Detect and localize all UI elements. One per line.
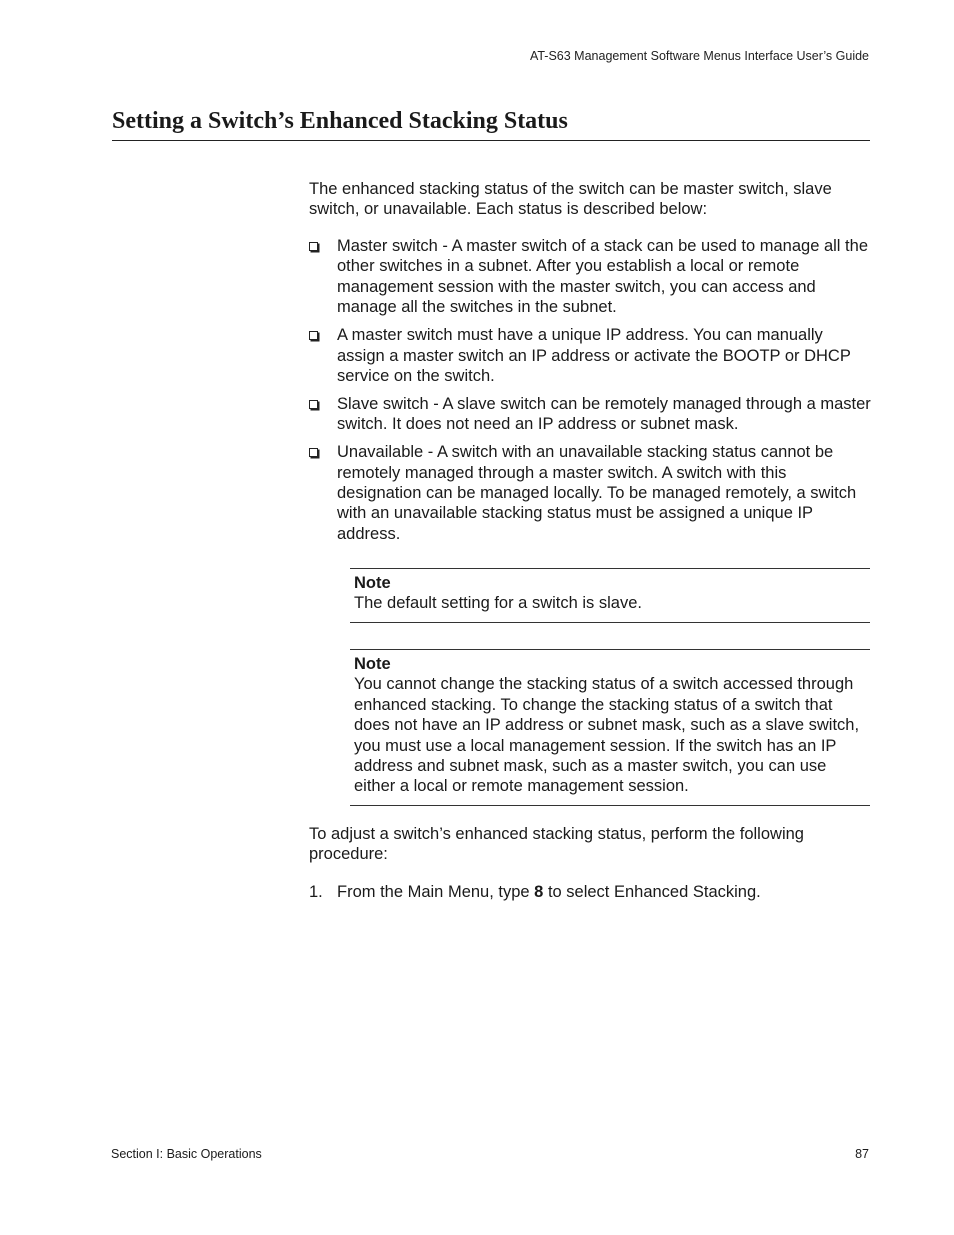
bullet-item (309, 442, 871, 544)
step-text-before: From the Main Menu, type (337, 883, 535, 901)
page-number: 87 (855, 1147, 869, 1161)
bullet-text: Unavailable - A switch with an unavailable stacking status cannot be remotely managed through a master switch. A switch with this designation can be managed locally. To be managed remotely, a switch with an unavailable stacking status must be assigned a unique IP address. (337, 443, 857, 543)
note-box (350, 649, 870, 806)
note-text: You cannot change the stacking status of a switch accessed through enhanced stacking. To change the stacking status of a switch that does not have an IP address or subnet mask, such as a slave switch, you must use a local management session. If the switch has an IP address and subnet mask, such as a master switch, you can use either a local or remote management session. (354, 675, 860, 796)
note-box (350, 568, 870, 623)
bullet-text: Slave switch - A slave switch can be remotely managed through a master switch. It does not need an IP address or subnet mask. (337, 394, 871, 434)
section-title: Setting a Switch’s Enhanced Stacking Status (112, 106, 870, 141)
checkbox-bullet-icon (309, 331, 318, 340)
checkbox-bullet-icon (309, 242, 318, 251)
checkbox-bullet-icon (309, 400, 318, 409)
bullet-text: Master switch - A master switch of a stack can be used to manage all the other switches in a subnet. After you establish a local or remote management session with the master switch, you can access and manage all the switches in the subnet. (337, 237, 868, 317)
intro-paragraph: The enhanced stacking status of the switch can be master switch, slave switch, or unavailable. Each status is described below: (309, 180, 832, 219)
status-bullet-list (309, 236, 871, 552)
note-title: Note (354, 574, 391, 592)
procedure-step (309, 882, 869, 902)
step-key: 8 (534, 883, 544, 901)
step-number: 1. (309, 883, 323, 901)
bullet-item (309, 325, 871, 386)
bullet-text: A master switch must have a unique IP address. You can manually assign a master switch an IP address or activate the BOOTP or DHCP service on the switch. (337, 326, 851, 385)
running-header: AT-S63 Management Software Menus Interface User’s Guide (529, 49, 869, 63)
checkbox-bullet-icon (309, 448, 318, 457)
footer-section: Section I: Basic Operations (111, 1147, 262, 1161)
note-text: The default setting for a switch is slave. (354, 594, 642, 613)
bullet-item (309, 394, 871, 435)
bullet-item (309, 236, 871, 318)
procedure-steps (309, 882, 869, 902)
procedure-intro: To adjust a switch’s enhanced stacking status, perform the following procedure: (309, 825, 804, 864)
step-text-after: to select Enhanced Stacking. (543, 883, 761, 901)
note-title: Note (354, 655, 391, 673)
